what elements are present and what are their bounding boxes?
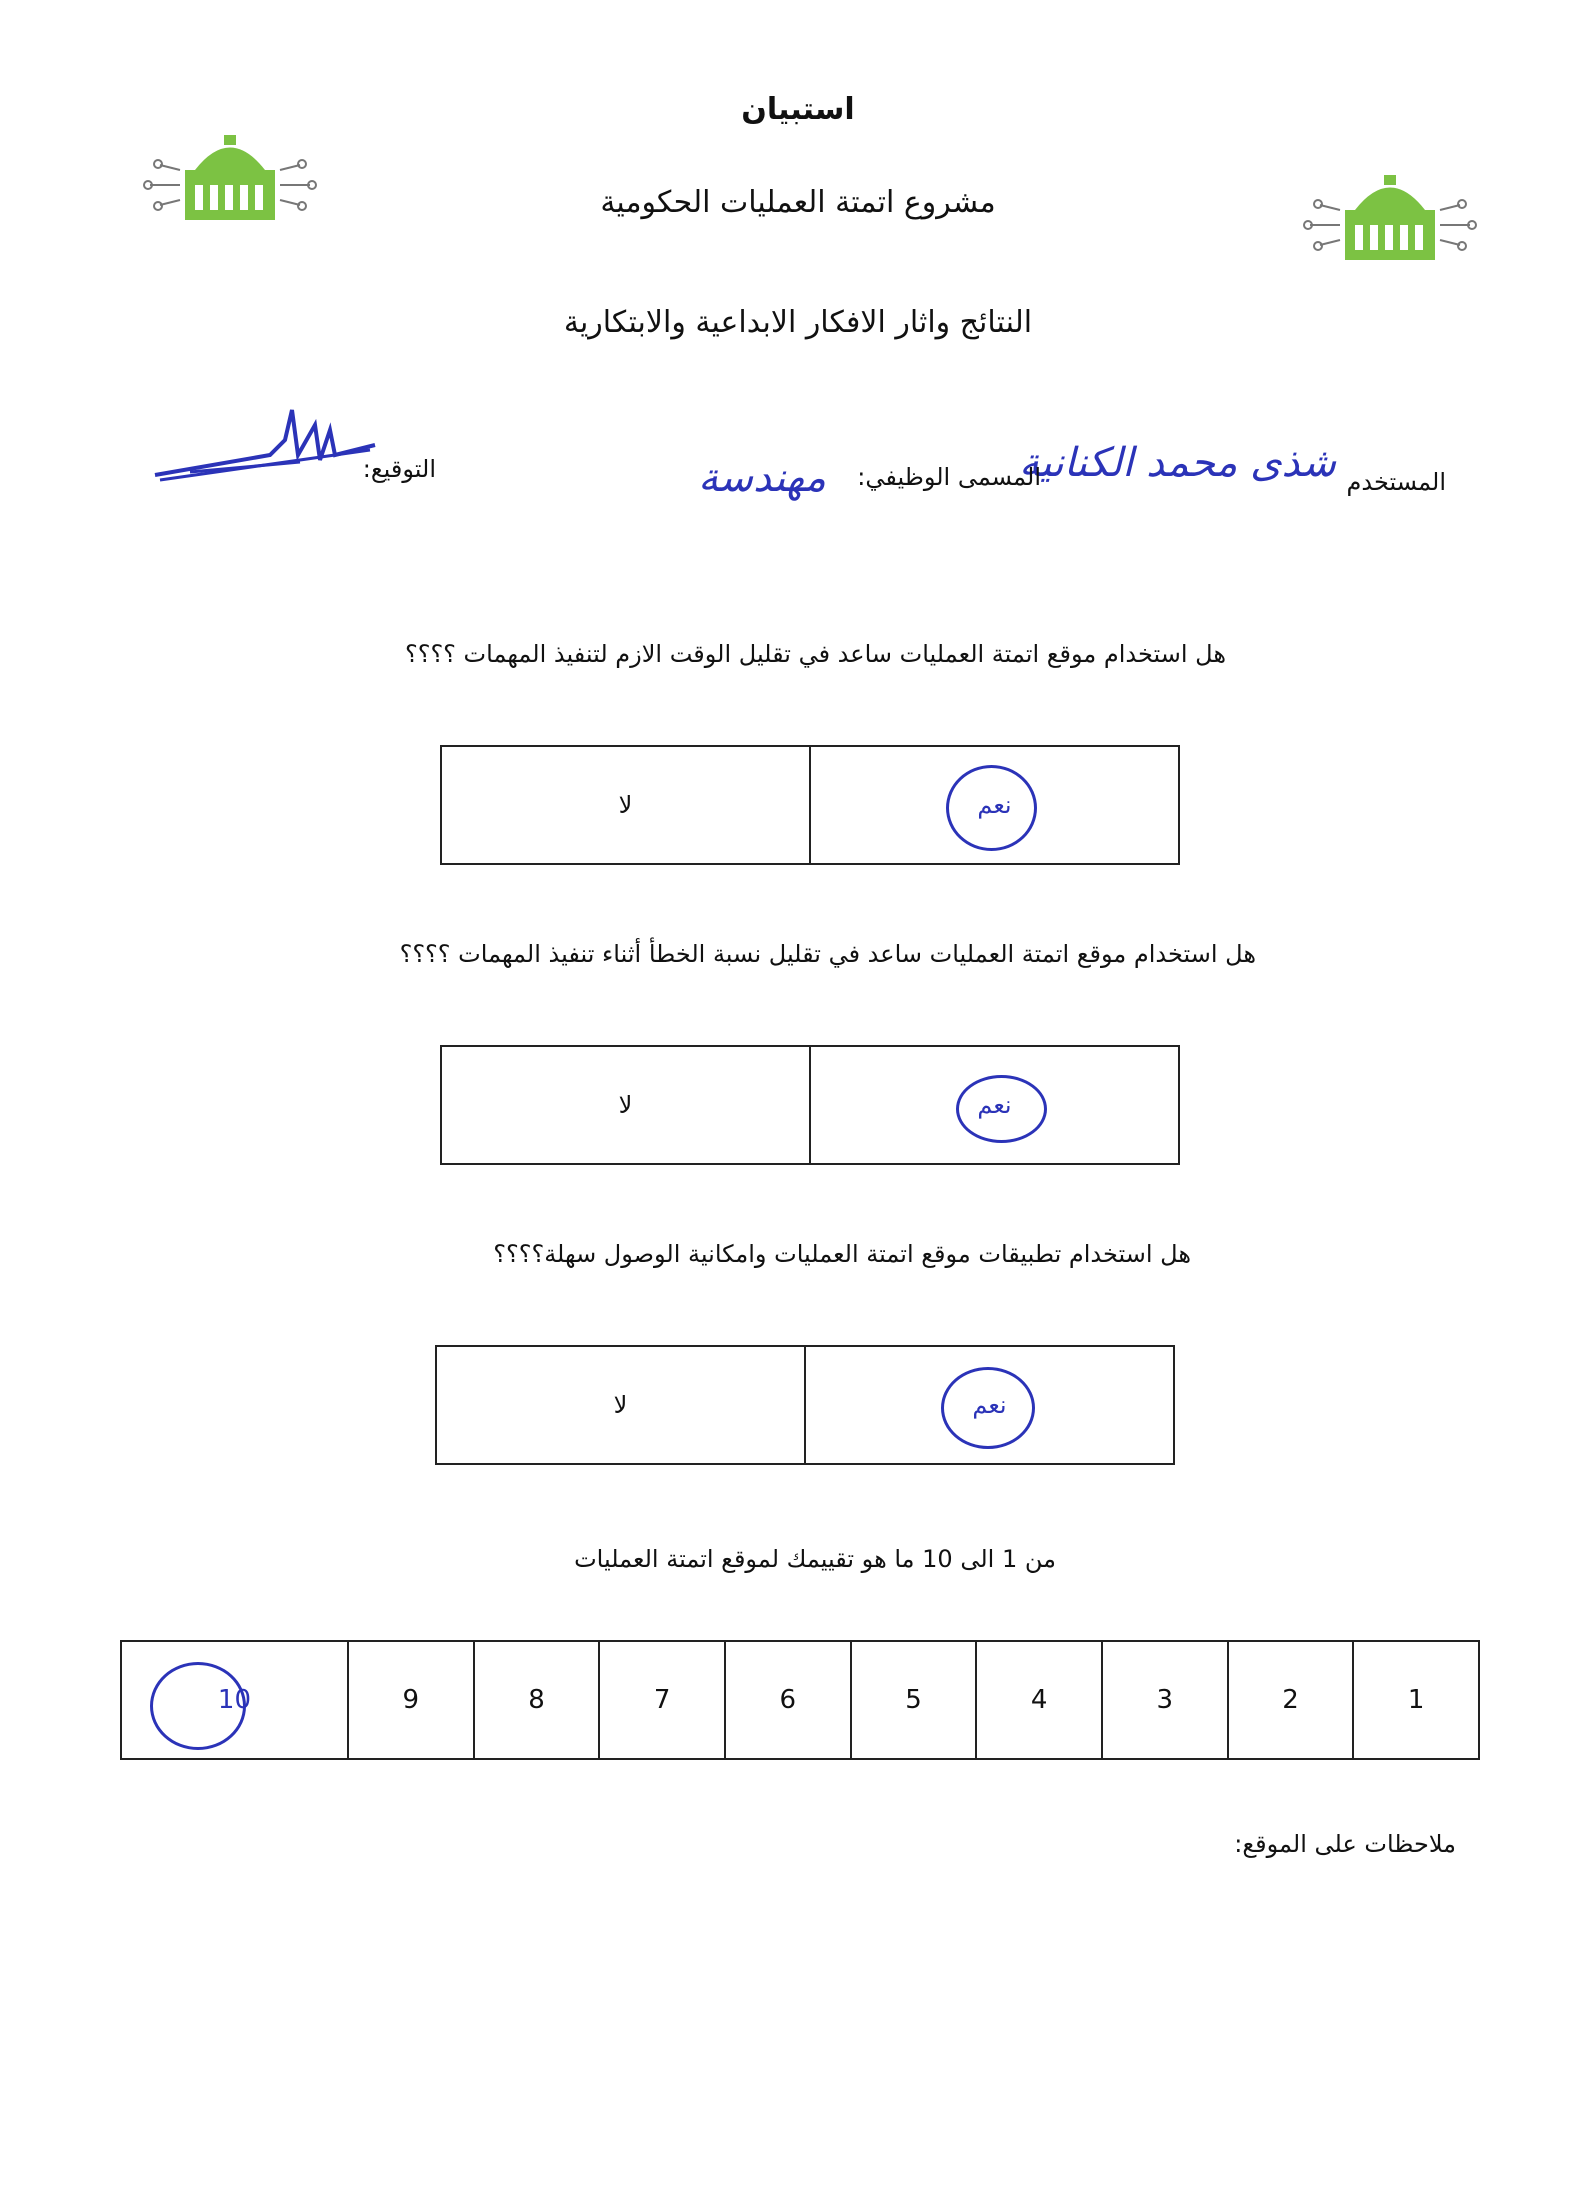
notes-label: ملاحظات على الموقع: (1234, 1830, 1456, 1858)
rating-scale-table (120, 1640, 1480, 1760)
signature-icon (150, 400, 380, 490)
rating-option[interactable]: 9 (348, 1641, 474, 1759)
rating-option[interactable]: 2 (1228, 1641, 1354, 1759)
section-title: النتائج واثار الافكار الابداعية والابتكارية (563, 305, 1033, 340)
question-2-text: هل استخدام موقع اتمتة العمليات ساعد في تقليل نسبة الخطأ أثناء تنفيذ المهمات ؟؟؟؟ (399, 940, 1256, 968)
question-1-yes-label: نعم (977, 791, 1012, 819)
page-title: استبيان (741, 92, 855, 127)
rating-option[interactable]: 5 (851, 1641, 977, 1759)
question-2-no-label: لا (618, 1091, 633, 1119)
job-label: المسمى الوظيفي: (857, 463, 1041, 491)
question-3-no-label: لا (613, 1391, 628, 1419)
rating-option[interactable]: 3 (1102, 1641, 1228, 1759)
question-1-text: هل استخدام موقع اتمتة العمليات ساعد في تقليل الوقت الازم لتنفيذ المهمات ؟؟؟؟ (404, 640, 1226, 668)
question-1-yes-option[interactable] (810, 746, 1179, 864)
question-3-text: هل استخدام تطبيقات موقع اتمتة العمليات وامكانية الوصول سهلة؟؟؟؟ (493, 1240, 1191, 1268)
question-1-answer-table (440, 745, 1180, 865)
rating-option[interactable]: 7 (599, 1641, 725, 1759)
project-title: مشروع اتمتة العمليات الحكومية (600, 185, 996, 220)
rating-option[interactable]: 1 (1353, 1641, 1479, 1759)
question-1-no-option[interactable] (441, 746, 810, 864)
question-3-yes-label: نعم (972, 1391, 1007, 1419)
user-value: شذى محمد الكنانية (1019, 440, 1336, 486)
question-3-yes-option[interactable] (805, 1346, 1174, 1464)
rating-option[interactable]: 6 (725, 1641, 851, 1759)
rating-option[interactable]: 4 (976, 1641, 1102, 1759)
signature-label: التوقيع: (362, 455, 436, 483)
question-2-answer-table (440, 1045, 1180, 1165)
rating-question-text: من 1 الى 10 ما هو تقييمك لموقع اتمتة العمليات (574, 1545, 1056, 1573)
question-1-no-label: لا (618, 791, 633, 819)
question-2-yes-label: نعم (977, 1091, 1012, 1119)
question-3-answer-table (435, 1345, 1175, 1465)
user-label: المستخدم (1346, 468, 1446, 496)
question-2-yes-option[interactable] (810, 1046, 1179, 1164)
question-2-no-option[interactable] (441, 1046, 810, 1164)
job-value: مهندسة (698, 455, 826, 501)
rating-option-selected[interactable]: 10 (121, 1641, 348, 1759)
rating-option[interactable]: 8 (474, 1641, 600, 1759)
question-3-no-option[interactable] (436, 1346, 805, 1464)
